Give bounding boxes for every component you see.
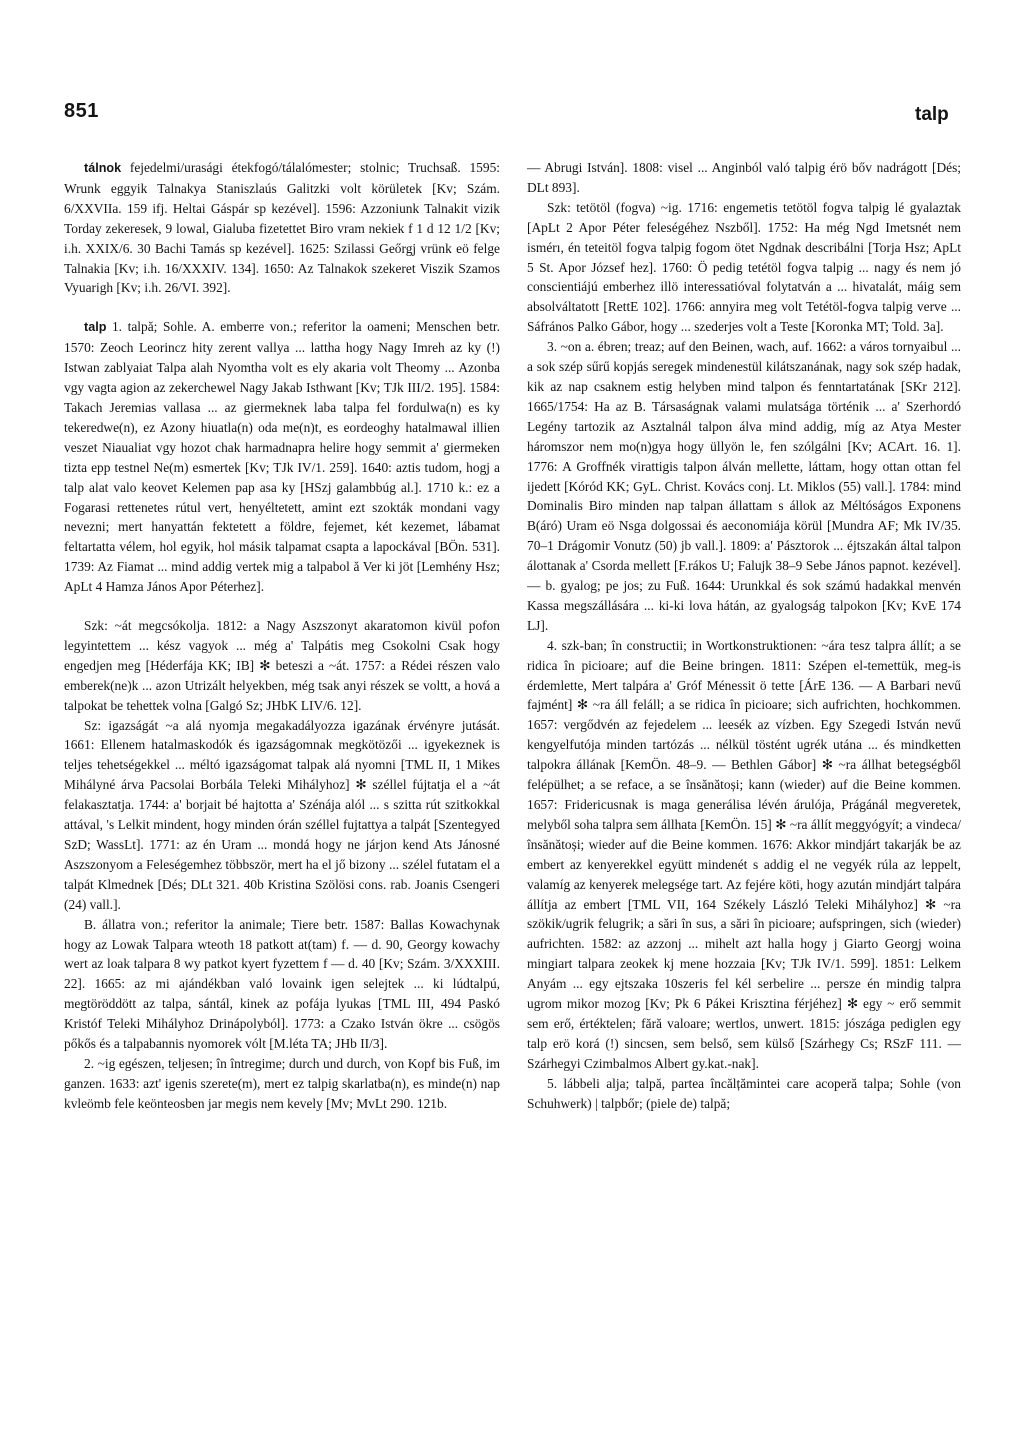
entry-talnok [64, 158, 500, 298]
right-column [527, 158, 961, 1396]
entry-talnok-text: fejedelmi/urasági étekfogó/tálalómester; stolnic; Truchsaß. 1595: Wrunk eggyik Talnakya Staniszlaús Galitzki volt körületek [Kv; Szám. 6/XXVIIa. 159 ifj. Heltai Gáspár sp kezével]. 1596: Azzoniunk Talnakit vizik Torday zekeresek, 9 lowal, Gialuba fizetettet Biro vram nekiek f 1 d 12 1/2 [Kv; i.h. XXIX/6. 30 Bachi Tamás sp kezével]. 1625: Szilassi Geőrgj vrünk eö felge Talnakia [Kv; i.h. 16/XXXIV. 134]. 1650: Az Talnakok szekeret Viszik Szamos Vyuarigh [Kv; i.h. 26/VI. 392]. [64, 160, 500, 296]
section-2-talpig: 2. ~ig egészen, teljesen; în întregime; durch und durch, von Kopf bis Fuß, im ganzen. 1633: azt' igenis szerete(m), mert ez talpig skarlatba(n), es minde(n) nap kvleömb fele keönteosben jar megis nem kevely [Mv; MvLt 290. 121b. [64, 1055, 500, 1111]
szk-tetotol: Szk: tetötöl (fogva) ~ig. 1716: engemetis tetötöl fogva talpig lé gyalaztak [ApLt 2 Apor Péter feleségéhez Nszből]. 1752: Ha még Ngd Imetsnét nem ismérı, én teteitöl fogva talpig fogom ötet Ngdnak describálni [Torja Hsz; ApLt 5 St. Apor József hez]. 1760: Ö pedig tetétöl fogva talpig ... nagy és nem jó conscientiájú emberhez illö interessatióval folytatván a ... hivatalát, máig sem absolváltatott [RettE 102]. 1766: annyira meg volt Tetétöl-fogva talpig verve ... Sáfrános Palko Gábor, hogy ... szederjes volt a Teste [Koronka MT; Told. 3a]. [527, 199, 961, 335]
running-head: talp [915, 104, 949, 125]
page-number: 851 [64, 100, 99, 122]
headword-talnok: tálnok [84, 161, 122, 175]
section-3-talpon: 3. ~on a. ébren; treaz; auf den Beinen, wach, auf. 1662: a város tornyaibul ... a sok szép sűrű kopjás seregek mindenestül kilátszanának, nagy sok szép hadak, kik az nap csaknem estig helyben mind talpon és fenntartatának [SKr 212]. 1665/1754: Ha az B. Társaságnak valami mulatsága történik ... a' Szerhordó Legény tartozik az Asztalnál talpon álva mind addig, míg az Atya Mester háromszor nem mo(n)gya hogy üllyön le, fen szólgálni [Kv; ACArt. 16. 1]. 1776: A Groffnék virattigis talpon álván mellette, láttam, hogy ottan ottan fel ijedett [Kóród KK; GyL. Christ. Kovács conj. Lt. Miklos (55) vall.]. 1784: mind Dominalis Biro minden nap talpan állattam s állok az Méltóságos Exponens B(áró) Uram eö Nsga dolgossai és aeconomiája körül [Mundra AF; Mk IV/35. 70–1 Drágomir Vonutz (50) jb vall.]. 1809: a' Pásztorok ... éjtszakán által talpon álottanak a' Csorda mellett [F.rákos U; Falujk 38–9 Sebe János papnot. kezével]. — b. gyalog; pe jos; zu Fuß. 1644: Urunkkal és sok számú hadakkal menvén Kassa megszállására ... ki-ki lova hátán, az gyalogság talpokon [Kv; KvE 174 LJ]. [527, 339, 961, 633]
headword-talp: talp [84, 320, 107, 335]
sz-igazsagat: Sz: igazságát ~a alá nyomja megakadályozza igazának érvényre jutását. 1661: Ellenem hatalmaskodók és igazságomnak megkötözői ... igyekeznek is teljes tehetségekkel ... méltó igazságomat talpak alá nyomni [TML II, 1 Mikes Mihályné árva Pacsolai Borbála Teleki Mihályhoz] ✻ széllel fújtatja el a ~át felakasztatja. 1744: a' borjait bé hajtotta a' Szénája alól ... s szitta rút szitkokkal attával, 's Lelkit mindent, hogy minden órán széllel fujtattya a talpát [Szentegyed SzD; WassLt]. 1771: az én Uram ... mondá hogy ne járjon kend Ats Jánosné Aszszonyom a Feleségemhez többször, mert ha el jő bizony ... szélel futatam el a talpát Klmednek [Dés; DLt 321. 40b Kristina Szölösi cons. rab. Joanis Csengeri (24) vall.]. [64, 717, 500, 912]
section-b-animal: B. állatra von.; referitor la animale; Tiere betr. 1587: Ballas Kowachynak hogy az Lowak Talpara wteoth 18 patkott at(tam) f. — d. 90, Georgy kowachy wert az loak talpara 8 wy patkot kyert fyzettem f — d. 40 [Kv; Szám. 3/XXXIII. 22]. 1665: az mi ajándékban való lovaink igen selejtek ... ki lúdtalpú, megtöröddött az talpa, sántál, kinek az pofája lyukas [TML III, 494 Paskó Kristóf Teleki Mihályhoz Drinápolyból]. 1773: a Czako István ökre ... csögös pőkős és a talpabannis nyomorek vólt [M.léta TA; JHb II/3]. [64, 916, 500, 1052]
entry-talp [64, 317, 500, 597]
left-column [64, 158, 500, 1396]
continuation-text: — Abrugi István]. 1808: visel ... Anginból való talpig érö bőv nadrágott [Dés; DLt 893]. [527, 160, 961, 195]
section-5-labbeli: 5. lábbeli alja; talpă, partea încălțămintei care acoperă talpa; Sohle (von Schuhwerk) | talpbőr; (piele de) talpă; [527, 1075, 961, 1111]
entry-talp-text: 1. talpă; Sohle. A. emberre von.; referitor la oameni; Menschen betr. 1570: Zeoch Leorincz hity zerent vallya ... lattha hogy Nagy Imreh az ky (!) Istwan zablyaiat Talpa alah Nyomtha volt es ely akaria volt Theomy ... Azonba vgy vagta agion az zekerchewel Nagy Jakab Isthwant [Kv; TJk III/2. 195]. 1584: Takach Jeremias vallasa ... az giermeknek laba talpa fel fordulwa(n) es ky tekeredwe(n), ez Azony hiuatla(n) oda me(n)t, es eordeoghy hatalmawal illien veszet Niaualiat vgy hozot chak harmadnapra helire hogy semmit a' giermeken tizta epp testnel Ne(m) esmertek [Kv; TJk IV/1. 259]. 1640: aztis tudom, hogj a talp alat valo keovet Kelemen pap asa ky [HSzj galambbúg al.]. 1710 k.: ez a Fogarasi rettenetes rútul vert, henyéltetett, amint ezt szokták mondani vagy nevezni; mert hanyattán fektetett a földre, fejemet, két kezemet, lábamat feltartatta vélem, hol egyik, hol másik talpamat csapta a lapockával [BÖn. 531]. 1739: Az Fiamat ... mind addig vertek mig a talpabol ă Ver ki jöt [Lemhény Hsz; ApLt 4 Hamza János Apor Péterhez]. [64, 319, 500, 595]
section-4-szk: 4. szk-ban; în constructii; in Wortkonstruktionen: ~ára tesz talpra állít; a se ridica în picioare; auf die Beine bringen. 1811: Szépen el-temettük, meg-is érdemlette, Mert talpára a' Gróf Ménessit ö tette [ÁrE 136. — A Barbari nevű fajmént] ✻ ~ra áll feláll; a se ridica în picioare; sich aufrichten, hochkommen. 1657: vergődvén az fejedelem ... leesék az vízben. Egy Szegedi István nevű kengyelfutója minden tartózás ... nélkül töstént ugrék utána ... és mindketten talpokra állának [KemÖn. 48–9. — Bethlen Gábor] ✻ ~ra állhat betegségből felépülhet; a se reface, a se însănătoși; kann (wieder) auf die Beine kommen. 1657: Fridericusnak is maga generálisa lévén árulója, Prágánál megveretek, melyből soha talpra sem állhata [KemÖn. 15] ✻ ~ra állít meggyógyít; a vindeca/însănătoși; wieder auf die Beine kommen. 1676: Akkor mindjárt takarják be az embert az kenyerekkel együtt mindenét s addig el ne vegyék rúla az leppelt, valamíg az kenyerek melegsége tart. Az fejére köti, hogy azután mindjárt talpára állítja az embert [TML VII, 164 Székely László Teleki Mihályhoz] ✻ ~ra szökik/ugrik felugrik; a sări în sus, a sări în picioare; aufspringen, sich (wieder) aufrichten. 1582: az azzonj ... mihelt azt halla hogy j Giarto Georgj woina mingiart talpara zeokek kj mene hozzaia [Kv; TJk IV/1. 599]. 1851: Lelkem Anyám ... egy ejtszaka 10szeris fel kél serbelire ... persze én mindig talpra ugrom mikor mozog [Kv; Pk 6 Pákei Krisztina férjéhez] ✻ egy ~ erő semmit sem erő, értéktelen; fără valoare; wertlos, unwert. 1815: jószága pediglen egy talp erö korá (!) sincsen, sem belső, sem külső [Szárhegy Cs; RSzF 111. — Szárhegyi Czimbalmos Albert gy.kat.-nak]. [527, 637, 961, 1071]
szk-at-megcsokolja: Szk: ~át megcsókolja. 1812: a Nagy Aszszonyt akaratomon kivül pofon legyintettem ... kész vagyok ... még a' Talpátis meg Csokolni Csak hogy engedjen meg [Héderfája KK; IB] ✻ beteszi a ~át. 1757: a Rédei részen valo emberek(ne)k ... azon Utrizált helyekben, még tsak anyi részek se voltt, a hová a talpokat be tehettek volna [Galgó Sz; JHbK LIV/6. 12]. [64, 618, 500, 713]
